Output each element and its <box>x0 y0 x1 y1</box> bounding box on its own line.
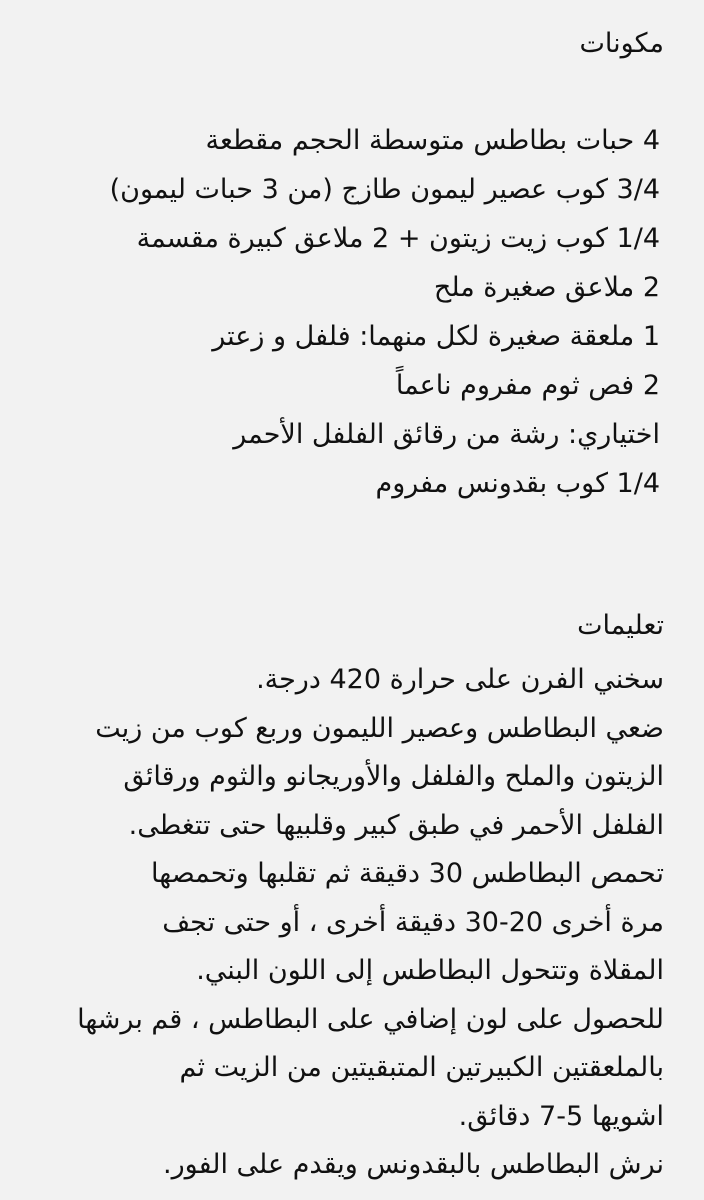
instruction-line: تحمص البطاطس 30 دقيقة ثم تقلبها وتحمصها <box>151 858 664 889</box>
instruction-line: مرة أخرى 20-30 دقيقة أخرى ، أو حتى تجف <box>162 906 664 938</box>
instruction-line: بالملعقتين الكبيرتين المتبقيتين من الزيت ثم <box>179 1052 664 1083</box>
ingredient-item: 2 ملاعق صغيرة ملح <box>433 272 660 303</box>
ingredient-item: اختياري: رشة من رقائق الفلفل الأحمر <box>233 419 660 450</box>
instruction-line: اشويها 5-7 دقائق. <box>458 1100 664 1132</box>
ingredients-heading: مكونات <box>579 28 664 59</box>
instruction-line: سخني الفرن على حرارة 420 درجة. <box>256 664 664 695</box>
instruction-line: الفلفل الأحمر في طبق كبير وقلبيها حتى تتغطى. <box>128 809 664 841</box>
instruction-line: المقلاة وتتحول البطاطس إلى اللون البني. <box>196 955 664 986</box>
ingredient-item: 3/4 كوب عصير ليمون طازج (من 3 حبات ليمون) <box>109 174 660 205</box>
instruction-line: نرش البطاطس بالبقدونس ويقدم على الفور. <box>163 1149 664 1180</box>
instructions-heading: تعليمات <box>577 610 664 641</box>
ingredients-list <box>110 116 660 508</box>
instruction-line: ضعي البطاطس وعصير الليمون وربع كوب من زيت <box>95 712 664 744</box>
ingredient-item: 4 حبات بطاطس متوسطة الحجم مقطعة <box>205 125 660 156</box>
instructions-text <box>24 656 664 1190</box>
instruction-line: للحصول على لون إضافي على البطاطس ، قم برشها <box>77 1003 664 1035</box>
ingredient-item: 1/4 كوب بقدونس مفروم <box>375 468 660 499</box>
ingredient-item: 1 ملعقة صغيرة لكل منهما: فلفل و زعتر <box>212 321 660 352</box>
ingredient-item: 2 فص ثوم مفروم ناعماً <box>395 370 660 401</box>
ingredient-item: 1/4 كوب زيت زيتون + 2 ملاعق كبيرة مقسمة <box>136 223 660 254</box>
instruction-line: الزيتون والملح والفلفل والأوريجانو والثوم ورقائق <box>123 761 664 792</box>
